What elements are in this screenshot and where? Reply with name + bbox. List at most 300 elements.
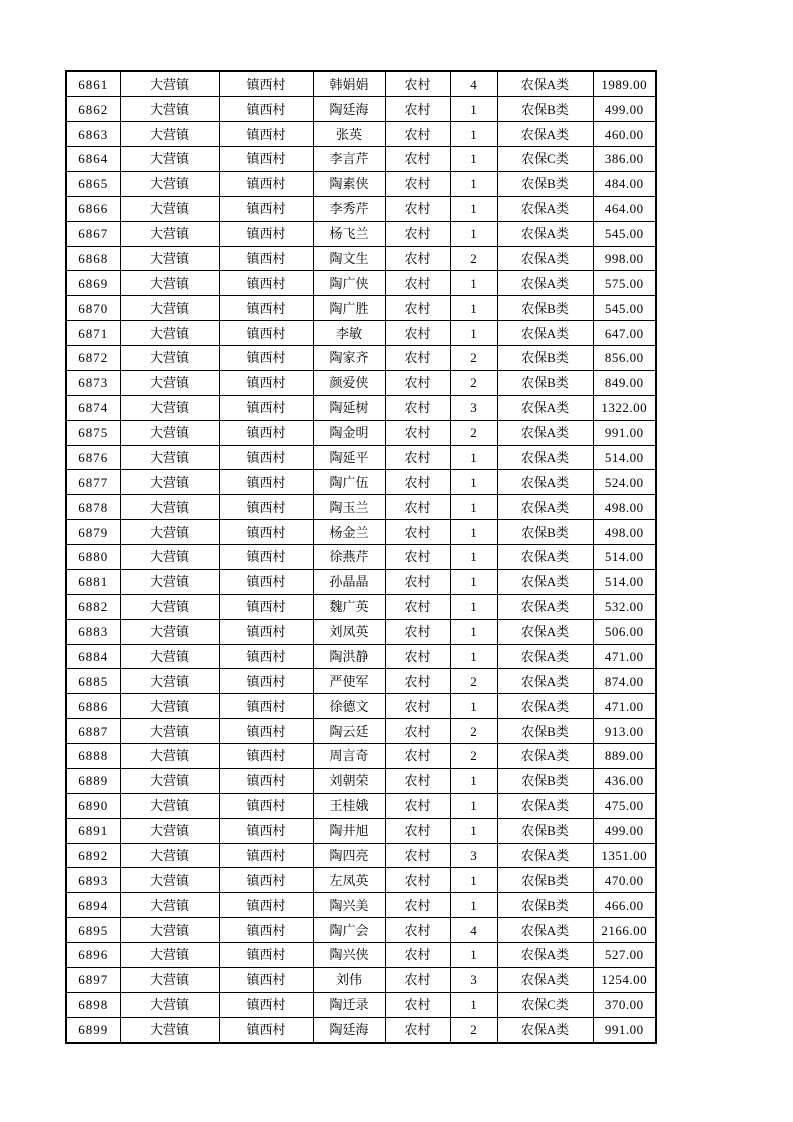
cell-serial: 6866 [66,196,120,221]
cell-name: 陶廷海 [313,97,385,122]
cell-village: 镇西村 [219,918,313,943]
cell-town: 大营镇 [120,1017,219,1043]
cell-serial: 6890 [66,793,120,818]
cell-serial: 6883 [66,619,120,644]
cell-village: 镇西村 [219,470,313,495]
cell-count: 3 [450,967,497,992]
cell-name: 刘凤英 [313,619,385,644]
table-row [66,545,656,570]
cell-name: 陶文生 [313,246,385,271]
cell-amount: 545.00 [593,221,656,246]
cell-category: 农保A类 [497,470,593,495]
table-row [66,346,656,371]
cell-town: 大营镇 [120,768,219,793]
cell-village: 镇西村 [219,520,313,545]
cell-category: 农保B类 [497,719,593,744]
cell-town: 大营镇 [120,171,219,196]
table-row [66,644,656,669]
cell-amount: 514.00 [593,569,656,594]
cell-town: 大营镇 [120,694,219,719]
cell-village: 镇西村 [219,445,313,470]
cell-name: 陶井旭 [313,818,385,843]
cell-residence: 农村 [385,918,450,943]
cell-category: 农保B类 [497,171,593,196]
cell-count: 1 [450,545,497,570]
cell-village: 镇西村 [219,271,313,296]
cell-name: 杨飞兰 [313,221,385,246]
cell-village: 镇西村 [219,868,313,893]
cell-residence: 农村 [385,793,450,818]
cell-town: 大营镇 [120,122,219,147]
cell-name: 王桂娥 [313,793,385,818]
cell-village: 镇西村 [219,71,313,97]
cell-count: 2 [450,669,497,694]
table-row [66,271,656,296]
cell-town: 大营镇 [120,271,219,296]
table-row [66,594,656,619]
cell-name: 杨金兰 [313,520,385,545]
cell-village: 镇西村 [219,992,313,1017]
cell-amount: 874.00 [593,669,656,694]
cell-village: 镇西村 [219,793,313,818]
cell-town: 大营镇 [120,669,219,694]
cell-count: 1 [450,171,497,196]
cell-category: 农保A类 [497,594,593,619]
cell-town: 大营镇 [120,644,219,669]
cell-residence: 农村 [385,719,450,744]
cell-amount: 913.00 [593,719,656,744]
cell-serial: 6897 [66,967,120,992]
cell-amount: 464.00 [593,196,656,221]
cell-category: 农保A类 [497,669,593,694]
cell-count: 2 [450,370,497,395]
cell-serial: 6887 [66,719,120,744]
cell-residence: 农村 [385,594,450,619]
cell-category: 农保A类 [497,918,593,943]
cell-town: 大营镇 [120,71,219,97]
cell-amount: 386.00 [593,147,656,172]
cell-town: 大营镇 [120,569,219,594]
cell-serial: 6875 [66,420,120,445]
cell-name: 陶云廷 [313,719,385,744]
cell-serial: 6894 [66,893,120,918]
cell-residence: 农村 [385,395,450,420]
cell-amount: 524.00 [593,470,656,495]
cell-count: 2 [450,246,497,271]
cell-residence: 农村 [385,768,450,793]
cell-name: 张英 [313,122,385,147]
cell-town: 大营镇 [120,420,219,445]
table-row [66,918,656,943]
cell-amount: 1989.00 [593,71,656,97]
cell-residence: 农村 [385,520,450,545]
cell-village: 镇西村 [219,395,313,420]
cell-name: 陶兴侠 [313,943,385,968]
table-row [66,445,656,470]
cell-category: 农保A类 [497,545,593,570]
cell-category: 农保A类 [497,395,593,420]
cell-residence: 农村 [385,943,450,968]
cell-category: 农保A类 [497,1017,593,1043]
cell-count: 1 [450,768,497,793]
cell-serial: 6872 [66,346,120,371]
cell-village: 镇西村 [219,495,313,520]
cell-village: 镇西村 [219,818,313,843]
cell-amount: 1322.00 [593,395,656,420]
cell-village: 镇西村 [219,569,313,594]
cell-amount: 436.00 [593,768,656,793]
cell-village: 镇西村 [219,768,313,793]
cell-town: 大营镇 [120,619,219,644]
cell-count: 1 [450,147,497,172]
table-body [66,71,656,1043]
cell-town: 大营镇 [120,744,219,769]
cell-amount: 460.00 [593,122,656,147]
cell-residence: 农村 [385,196,450,221]
cell-serial: 6893 [66,868,120,893]
cell-town: 大营镇 [120,346,219,371]
cell-serial: 6881 [66,569,120,594]
cell-category: 农保B类 [497,97,593,122]
table-row [66,967,656,992]
cell-residence: 农村 [385,619,450,644]
cell-name: 严使军 [313,669,385,694]
cell-town: 大营镇 [120,196,219,221]
cell-serial: 6879 [66,520,120,545]
cell-count: 2 [450,719,497,744]
cell-village: 镇西村 [219,545,313,570]
cell-name: 颜爱侠 [313,370,385,395]
cell-serial: 6869 [66,271,120,296]
cell-village: 镇西村 [219,321,313,346]
cell-town: 大营镇 [120,992,219,1017]
cell-town: 大营镇 [120,321,219,346]
table-row [66,147,656,172]
cell-serial: 6862 [66,97,120,122]
cell-residence: 农村 [385,346,450,371]
table-row [66,97,656,122]
cell-serial: 6863 [66,122,120,147]
table-row [66,71,656,97]
cell-town: 大营镇 [120,843,219,868]
cell-amount: 471.00 [593,694,656,719]
table-row [66,470,656,495]
cell-name: 陶金明 [313,420,385,445]
cell-serial: 6896 [66,943,120,968]
cell-category: 农保A类 [497,196,593,221]
cell-serial: 6876 [66,445,120,470]
cell-residence: 农村 [385,221,450,246]
cell-name: 李敏 [313,321,385,346]
cell-town: 大营镇 [120,793,219,818]
cell-serial: 6874 [66,395,120,420]
cell-serial: 6888 [66,744,120,769]
cell-residence: 农村 [385,445,450,470]
cell-name: 陶迁录 [313,992,385,1017]
cell-category: 农保A类 [497,221,593,246]
cell-village: 镇西村 [219,147,313,172]
cell-count: 1 [450,694,497,719]
cell-category: 农保B类 [497,768,593,793]
cell-village: 镇西村 [219,967,313,992]
cell-village: 镇西村 [219,221,313,246]
cell-count: 2 [450,346,497,371]
cell-amount: 1351.00 [593,843,656,868]
cell-town: 大营镇 [120,594,219,619]
cell-amount: 991.00 [593,1017,656,1043]
cell-residence: 农村 [385,321,450,346]
cell-category: 农保A类 [497,271,593,296]
cell-town: 大营镇 [120,893,219,918]
cell-village: 镇西村 [219,246,313,271]
cell-village: 镇西村 [219,420,313,445]
cell-town: 大营镇 [120,545,219,570]
cell-town: 大营镇 [120,370,219,395]
cell-serial: 6885 [66,669,120,694]
cell-serial: 6880 [66,545,120,570]
cell-town: 大营镇 [120,918,219,943]
cell-amount: 998.00 [593,246,656,271]
cell-count: 3 [450,843,497,868]
cell-count: 1 [450,296,497,321]
cell-amount: 499.00 [593,818,656,843]
cell-count: 1 [450,793,497,818]
cell-name: 陶延平 [313,445,385,470]
cell-amount: 1254.00 [593,967,656,992]
cell-amount: 506.00 [593,619,656,644]
cell-count: 1 [450,594,497,619]
cell-name: 陶家齐 [313,346,385,371]
table-row [66,221,656,246]
cell-residence: 农村 [385,1017,450,1043]
cell-amount: 498.00 [593,495,656,520]
cell-category: 农保A类 [497,445,593,470]
cell-serial: 6864 [66,147,120,172]
cell-town: 大营镇 [120,818,219,843]
cell-category: 农保A类 [497,694,593,719]
cell-residence: 农村 [385,893,450,918]
cell-village: 镇西村 [219,346,313,371]
cell-serial: 6892 [66,843,120,868]
cell-village: 镇西村 [219,171,313,196]
cell-count: 1 [450,818,497,843]
cell-amount: 849.00 [593,370,656,395]
cell-category: 农保C类 [497,147,593,172]
cell-residence: 农村 [385,843,450,868]
cell-count: 2 [450,1017,497,1043]
cell-name: 陶四亮 [313,843,385,868]
cell-count: 4 [450,918,497,943]
cell-town: 大营镇 [120,868,219,893]
cell-serial: 6884 [66,644,120,669]
cell-name: 左凤英 [313,868,385,893]
cell-name: 陶延树 [313,395,385,420]
table-row [66,669,656,694]
cell-amount: 575.00 [593,271,656,296]
cell-village: 镇西村 [219,196,313,221]
cell-village: 镇西村 [219,619,313,644]
cell-serial: 6882 [66,594,120,619]
cell-residence: 农村 [385,147,450,172]
cell-serial: 6878 [66,495,120,520]
cell-town: 大营镇 [120,943,219,968]
cell-count: 1 [450,569,497,594]
cell-village: 镇西村 [219,1017,313,1043]
table-row [66,495,656,520]
cell-amount: 514.00 [593,445,656,470]
cell-category: 农保B类 [497,296,593,321]
cell-amount: 991.00 [593,420,656,445]
cell-town: 大营镇 [120,246,219,271]
table-row [66,122,656,147]
cell-name: 孙晶晶 [313,569,385,594]
cell-category: 农保B类 [497,868,593,893]
cell-serial: 6865 [66,171,120,196]
table-row [66,1017,656,1043]
cell-category: 农保A类 [497,246,593,271]
table-row [66,893,656,918]
cell-residence: 农村 [385,818,450,843]
cell-category: 农保B类 [497,893,593,918]
cell-category: 农保A类 [497,495,593,520]
cell-serial: 6898 [66,992,120,1017]
cell-serial: 6899 [66,1017,120,1043]
cell-count: 1 [450,520,497,545]
cell-town: 大营镇 [120,470,219,495]
cell-residence: 农村 [385,122,450,147]
cell-town: 大营镇 [120,147,219,172]
cell-name: 陶广胜 [313,296,385,321]
cell-residence: 农村 [385,744,450,769]
cell-village: 镇西村 [219,694,313,719]
cell-category: 农保A类 [497,843,593,868]
table-row [66,868,656,893]
table-row [66,296,656,321]
cell-count: 3 [450,395,497,420]
cell-serial: 6868 [66,246,120,271]
cell-name: 韩娟娟 [313,71,385,97]
cell-village: 镇西村 [219,370,313,395]
cell-name: 徐燕芹 [313,545,385,570]
cell-residence: 农村 [385,171,450,196]
cell-amount: 527.00 [593,943,656,968]
cell-town: 大营镇 [120,445,219,470]
table-row [66,843,656,868]
cell-count: 2 [450,420,497,445]
cell-residence: 农村 [385,370,450,395]
cell-amount: 484.00 [593,171,656,196]
cell-category: 农保A类 [497,943,593,968]
table-row [66,321,656,346]
cell-category: 农保B类 [497,346,593,371]
cell-serial: 6889 [66,768,120,793]
cell-amount: 499.00 [593,97,656,122]
cell-residence: 农村 [385,545,450,570]
cell-serial: 6867 [66,221,120,246]
cell-amount: 466.00 [593,893,656,918]
cell-count: 1 [450,445,497,470]
cell-amount: 889.00 [593,744,656,769]
cell-amount: 471.00 [593,644,656,669]
cell-count: 4 [450,71,497,97]
cell-village: 镇西村 [219,943,313,968]
cell-village: 镇西村 [219,594,313,619]
cell-name: 徐德文 [313,694,385,719]
cell-category: 农保A类 [497,420,593,445]
cell-residence: 农村 [385,967,450,992]
cell-residence: 农村 [385,470,450,495]
cell-serial: 6861 [66,71,120,97]
table-row [66,719,656,744]
cell-amount: 2166.00 [593,918,656,943]
cell-amount: 532.00 [593,594,656,619]
cell-name: 魏广英 [313,594,385,619]
cell-name: 刘朝荣 [313,768,385,793]
table-row [66,420,656,445]
cell-amount: 370.00 [593,992,656,1017]
table-row [66,395,656,420]
cell-serial: 6870 [66,296,120,321]
table-row [66,171,656,196]
cell-count: 1 [450,868,497,893]
cell-residence: 农村 [385,669,450,694]
cell-village: 镇西村 [219,296,313,321]
cell-category: 农保A类 [497,321,593,346]
cell-residence: 农村 [385,868,450,893]
cell-residence: 农村 [385,271,450,296]
table-row [66,992,656,1017]
table-row [66,818,656,843]
cell-residence: 农村 [385,71,450,97]
cell-name: 李言芹 [313,147,385,172]
cell-name: 陶洪静 [313,644,385,669]
cell-category: 农保A类 [497,744,593,769]
cell-residence: 农村 [385,420,450,445]
cell-name: 陶兴美 [313,893,385,918]
table-row [66,744,656,769]
table-row [66,370,656,395]
cell-count: 1 [450,122,497,147]
insurance-roster-table [65,70,657,1044]
table-row [66,768,656,793]
cell-count: 1 [450,943,497,968]
cell-count: 1 [450,97,497,122]
cell-residence: 农村 [385,569,450,594]
table-row [66,246,656,271]
cell-category: 农保A类 [497,967,593,992]
cell-name: 李秀芹 [313,196,385,221]
cell-category: 农保A类 [497,71,593,97]
cell-name: 刘伟 [313,967,385,992]
cell-village: 镇西村 [219,122,313,147]
cell-serial: 6891 [66,818,120,843]
table-row [66,520,656,545]
cell-count: 1 [450,893,497,918]
cell-residence: 农村 [385,97,450,122]
cell-town: 大营镇 [120,719,219,744]
table-row [66,569,656,594]
cell-residence: 农村 [385,694,450,719]
cell-category: 农保A类 [497,122,593,147]
cell-amount: 545.00 [593,296,656,321]
cell-amount: 470.00 [593,868,656,893]
cell-town: 大营镇 [120,97,219,122]
cell-serial: 6895 [66,918,120,943]
cell-name: 陶廷海 [313,1017,385,1043]
cell-count: 1 [450,495,497,520]
cell-village: 镇西村 [219,97,313,122]
cell-serial: 6877 [66,470,120,495]
